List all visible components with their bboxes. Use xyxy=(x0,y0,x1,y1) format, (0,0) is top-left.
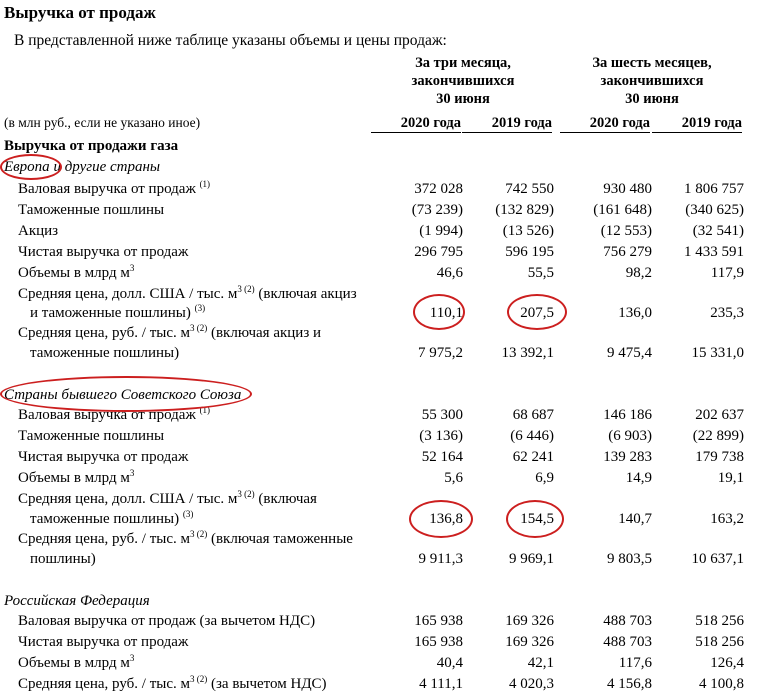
fsu-price-rub-label: Средняя цена, руб. / тыс. $м^{3 (2)}$ (включая таможенные xyxy=(18,529,353,547)
europe-cell: (13 526) xyxy=(502,223,554,239)
russia-cell: 4 156,8 xyxy=(607,676,652,692)
russia-title: Российская Федерация xyxy=(4,593,150,609)
fsu-cell: 179 738 xyxy=(695,449,744,465)
fsu-cell: 202 637 xyxy=(695,407,744,423)
europe-row-label: Таможенные пошлины xyxy=(18,202,165,218)
europe-cell: 117,9 xyxy=(710,265,744,281)
fsu-cell: 154,5 xyxy=(520,511,554,527)
fsu-cell: 9 969,1 xyxy=(509,551,554,567)
fsu-cell: (6 903) xyxy=(608,428,652,444)
fsu-cell: 139 283 xyxy=(603,449,652,465)
fsu-row-label: Валовая выручка от продаж $^{(1)}$ xyxy=(18,405,211,423)
three-months-header: За три месяца, закончившихся 30 июня xyxy=(411,55,515,107)
russia-cell: 165 938 xyxy=(414,613,463,629)
fsu-cell: 68 687 xyxy=(512,407,554,423)
fsu-price-rub-label-2: пошлины) xyxy=(30,551,96,567)
russia-cell: 117,6 xyxy=(618,655,652,671)
fsu-cell: 62 241 xyxy=(512,449,554,465)
europe-cell: (32 541) xyxy=(692,223,744,239)
europe-cell: 235,3 xyxy=(710,305,744,321)
europe-title: Европа и другие страны xyxy=(4,159,161,175)
fsu-cell: 19,1 xyxy=(717,470,744,486)
russia-cell: 40,4 xyxy=(436,655,463,671)
europe-row-label: Чистая выручка от продаж xyxy=(18,244,189,260)
year-col-2: 2019 года xyxy=(462,114,552,133)
fsu-cell: 136,8 xyxy=(429,511,463,527)
europe-row-label: Валовая выручка от продаж $^{(1)}$ xyxy=(18,179,211,197)
fsu-price-usd-label: Средняя цена, долл. США / тыс. $м^{3 (2)}$ (включая xyxy=(18,489,317,507)
europe-row-label: Акциз xyxy=(18,223,59,239)
russia-cell: 518 256 xyxy=(695,634,744,650)
year-col-1: 2020 года xyxy=(371,114,461,133)
russia-price-rub-label: Средняя цена, руб. / тыс. $м^{3 (2)}$ (за вычетом НДС) xyxy=(18,674,327,692)
europe-cell: 372 028 xyxy=(414,181,463,197)
europe-cell: 136,0 xyxy=(618,305,652,321)
europe-cell: (73 239) xyxy=(411,202,463,218)
year-col-3: 2020 года xyxy=(560,114,650,133)
fsu-price-usd-label-2: таможенные пошлины) $^{(3)}$ xyxy=(30,509,194,527)
russia-cell: 4 020,3 xyxy=(509,676,554,692)
russia-cell: 4 100,8 xyxy=(699,676,744,692)
europe-cell: (1 994) xyxy=(419,223,463,239)
russia-cell: 42,1 xyxy=(527,655,554,671)
russia-cell: 165 938 xyxy=(414,634,463,650)
europe-price-usd-label-2: и таможенные пошлины) $^{(3)}$ xyxy=(30,303,206,321)
europe-cell: 55,5 xyxy=(527,265,554,281)
europe-cell: 207,5 xyxy=(520,305,554,321)
six-months-header: За шесть месяцев, закончившихся 30 июня xyxy=(592,55,712,107)
fsu-cell: 10 637,1 xyxy=(691,551,744,567)
fsu-cell: 55 300 xyxy=(421,407,463,423)
europe-cell: 596 195 xyxy=(505,244,554,260)
europe-price-rub-label-2: таможенные пошлины) xyxy=(30,345,180,361)
fsu-row-label: Таможенные пошлины xyxy=(18,428,165,444)
fsu-cell: 52 164 xyxy=(421,449,463,465)
fsu-cell: 163,2 xyxy=(710,511,744,527)
gas-section-title: Выручка от продажи газа xyxy=(4,138,179,154)
russia-row-label: Объемы в млрд $м^3$ xyxy=(18,653,135,671)
russia-cell: 126,4 xyxy=(710,655,744,671)
russia-cell: 169 326 xyxy=(505,634,554,650)
intro-text: В представленной ниже таблице указаны объемы и цены продаж: xyxy=(14,32,447,49)
europe-price-usd-label: Средняя цена, долл. США / тыс. $м^{3 (2)}$ (включая акциз xyxy=(18,284,357,302)
russia-cell: 518 256 xyxy=(695,613,744,629)
fsu-cell: 140,7 xyxy=(618,511,652,527)
units-note: (в млн руб., если не указано иное) xyxy=(4,115,201,130)
europe-cell: 7 975,2 xyxy=(418,345,463,361)
fsu-row-label: Чистая выручка от продаж xyxy=(18,449,189,465)
russia-row-label: Валовая выручка от продаж (за вычетом НДС) xyxy=(18,613,316,629)
europe-cell: 742 550 xyxy=(505,181,554,197)
europe-row-label: Объемы в млрд $м^3$ xyxy=(18,263,135,281)
europe-cell: 296 795 xyxy=(414,244,463,260)
europe-cell: (161 648) xyxy=(593,202,652,218)
russia-cell: 488 703 xyxy=(603,634,652,650)
fsu-cell: 6,9 xyxy=(535,470,554,486)
europe-cell: (12 553) xyxy=(600,223,652,239)
europe-cell: (132 829) xyxy=(495,202,554,218)
europe-cell: 13 392,1 xyxy=(501,345,554,361)
fsu-row-label: Объемы в млрд $м^3$ xyxy=(18,468,135,486)
fsu-cell: (3 136) xyxy=(419,428,463,444)
europe-cell: 46,6 xyxy=(436,265,463,281)
fsu-cell: 5,6 xyxy=(444,470,463,486)
europe-cell: 756 279 xyxy=(603,244,652,260)
europe-cell: 110,1 xyxy=(429,305,463,321)
europe-price-rub-label: Средняя цена, руб. / тыс. $м^{3 (2)}$ (включая акциз и xyxy=(18,323,322,341)
year-col-4: 2019 года xyxy=(652,114,742,133)
fsu-cell: (22 899) xyxy=(692,428,744,444)
fsu-title: Страны бывшего Советского Союза xyxy=(4,387,242,403)
fsu-cell: 9 803,5 xyxy=(607,551,652,567)
fsu-cell: 146 186 xyxy=(603,407,652,423)
page-title: Выручка от продаж xyxy=(4,3,156,22)
europe-cell: 9 475,4 xyxy=(607,345,652,361)
europe-cell: 98,2 xyxy=(625,265,652,281)
europe-cell: 15 331,0 xyxy=(691,345,744,361)
russia-row-label: Чистая выручка от продаж xyxy=(18,634,189,650)
europe-cell: (340 625) xyxy=(685,202,744,218)
russia-cell: 169 326 xyxy=(505,613,554,629)
europe-cell: 1 433 591 xyxy=(684,244,744,260)
fsu-cell: (6 446) xyxy=(510,428,554,444)
europe-cell: 930 480 xyxy=(603,181,652,197)
russia-cell: 488 703 xyxy=(603,613,652,629)
fsu-cell: 14,9 xyxy=(625,470,652,486)
europe-cell: 1 806 757 xyxy=(684,181,744,197)
fsu-cell: 9 911,3 xyxy=(418,551,463,567)
russia-cell: 4 111,1 xyxy=(419,676,463,692)
